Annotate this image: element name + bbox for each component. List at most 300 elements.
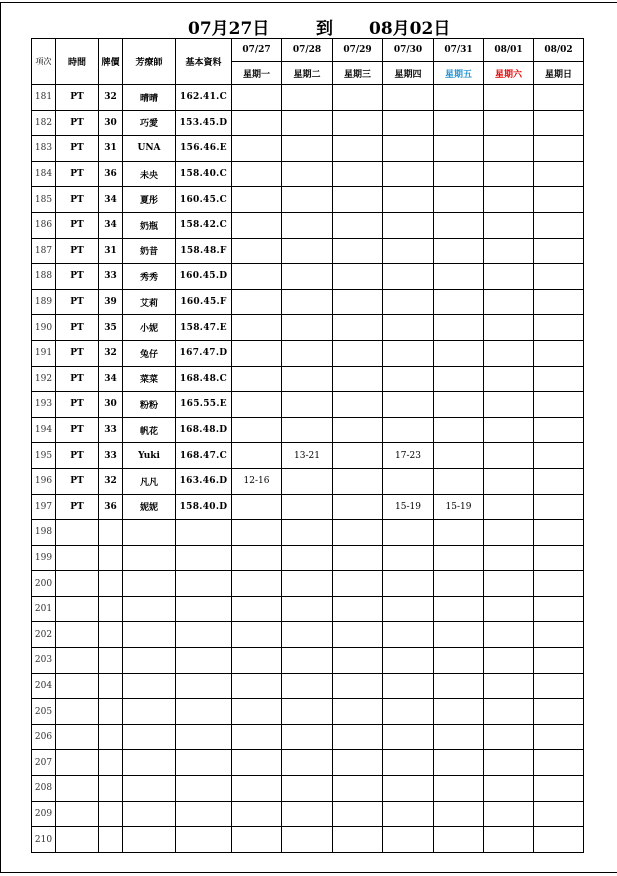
schedule-table [31,38,584,853]
table-row [32,136,584,162]
row-price: 30 [99,110,123,136]
table-row [32,520,584,546]
schedule-slot[interactable] [333,776,383,802]
therapist-name: 晴晴 [123,85,176,111]
schedule-slot[interactable] [333,212,383,238]
schedule-slot[interactable] [282,545,333,571]
schedule-slot[interactable] [434,264,484,290]
schedule-slot[interactable] [434,699,484,725]
col-price-header: 牌價 [99,39,123,85]
therapist-name [123,699,176,725]
schedule-slot[interactable]: 17-23 [383,443,434,469]
schedule-slot[interactable] [434,673,484,699]
schedule-slot[interactable] [484,750,534,776]
schedule-slot[interactable] [232,161,282,187]
schedule-slot[interactable] [534,417,584,443]
schedule-slot[interactable] [434,161,484,187]
schedule-slot[interactable] [534,315,584,341]
schedule-slot[interactable] [282,110,333,136]
table-row [32,468,584,494]
therapist-name [123,622,176,648]
therapist-name: UNA [123,136,176,162]
schedule-slot[interactable] [484,417,534,443]
row-time [56,622,99,648]
schedule-slot[interactable] [282,315,333,341]
schedule-slot[interactable] [484,596,534,622]
row-time: PT [56,366,99,392]
schedule-slot[interactable] [534,392,584,418]
schedule-slot[interactable] [534,494,584,520]
schedule-slot[interactable] [434,85,484,111]
row-price: 34 [99,187,123,213]
therapist-info: 156.46.E [176,136,232,162]
table-row [32,187,584,213]
table-row [32,827,584,853]
schedule-slot[interactable] [534,212,584,238]
schedule-slot[interactable] [282,136,333,162]
schedule-slot[interactable] [534,673,584,699]
schedule-slot[interactable]: 12-16 [232,468,282,494]
therapist-info: 158.47.E [176,315,232,341]
schedule-slot[interactable] [383,673,434,699]
schedule-slot[interactable]: 15-19 [383,494,434,520]
schedule-slot[interactable] [434,776,484,802]
schedule-slot[interactable] [333,315,383,341]
therapist-name: 妮妮 [123,494,176,520]
schedule-slot[interactable] [534,85,584,111]
schedule-slot[interactable] [534,110,584,136]
schedule-slot[interactable] [434,340,484,366]
col-info-header: 基本資料 [176,39,232,85]
schedule-slot[interactable] [534,699,584,725]
schedule-slot[interactable] [484,315,534,341]
schedule-slot[interactable] [282,827,333,853]
schedule-slot[interactable] [333,85,383,111]
schedule-slot[interactable] [333,392,383,418]
schedule-slot[interactable] [534,596,584,622]
schedule-slot[interactable] [484,648,534,674]
row-price [99,673,123,699]
schedule-slot[interactable] [333,622,383,648]
schedule-slot[interactable] [232,545,282,571]
schedule-slot[interactable]: 15-19 [434,494,484,520]
schedule-slot[interactable] [383,289,434,315]
schedule-slot[interactable] [383,161,434,187]
schedule-slot[interactable] [333,136,383,162]
schedule-slot[interactable] [282,776,333,802]
row-price: 33 [99,443,123,469]
row-number: 204 [32,673,56,699]
schedule-slot[interactable] [232,724,282,750]
schedule-slot[interactable] [434,468,484,494]
therapist-info: 162.41.C [176,85,232,111]
schedule-slot[interactable] [232,622,282,648]
schedule-slot[interactable] [534,340,584,366]
schedule-slot[interactable] [434,417,484,443]
schedule-slot[interactable] [383,212,434,238]
schedule-slot[interactable] [534,827,584,853]
schedule-slot[interactable] [534,648,584,674]
schedule-slot[interactable] [484,520,534,546]
schedule-slot[interactable] [282,571,333,597]
schedule-slot[interactable] [383,520,434,546]
row-price: 33 [99,264,123,290]
schedule-slot[interactable] [484,724,534,750]
schedule-slot[interactable] [232,315,282,341]
schedule-slot[interactable] [383,264,434,290]
schedule-slot[interactable] [282,494,333,520]
schedule-slot[interactable] [484,187,534,213]
col-therapist-header: 芳療師 [123,39,176,85]
schedule-slot[interactable] [282,520,333,546]
row-time: PT [56,392,99,418]
therapist-info: 160.45.D [176,264,232,290]
schedule-slot[interactable] [484,443,534,469]
schedule-slot[interactable] [282,289,333,315]
schedule-slot[interactable] [434,622,484,648]
row-price [99,571,123,597]
schedule-slot[interactable] [333,161,383,187]
schedule-slot[interactable] [282,724,333,750]
schedule-slot[interactable] [232,699,282,725]
schedule-slot[interactable] [484,392,534,418]
schedule-slot[interactable] [232,289,282,315]
table-row [32,699,584,725]
schedule-slot[interactable] [434,238,484,264]
row-number: 194 [32,417,56,443]
schedule-slot[interactable] [333,417,383,443]
schedule-slot[interactable] [383,545,434,571]
therapist-info: 153.45.D [176,110,232,136]
schedule-slot[interactable] [383,238,434,264]
schedule-slot[interactable] [383,699,434,725]
schedule-slot[interactable] [383,366,434,392]
row-number: 192 [32,366,56,392]
row-price [99,724,123,750]
schedule-slot[interactable] [434,545,484,571]
schedule-slot[interactable] [484,340,534,366]
schedule-slot[interactable] [333,187,383,213]
schedule-slot[interactable] [534,520,584,546]
schedule-slot[interactable] [333,673,383,699]
therapist-name: 菜菜 [123,366,176,392]
schedule-slot[interactable] [484,494,534,520]
schedule-slot[interactable] [434,750,484,776]
schedule-slot[interactable] [534,161,584,187]
table-row [32,161,584,187]
therapist-name [123,648,176,674]
row-time [56,673,99,699]
schedule-slot[interactable] [383,622,434,648]
schedule-slot[interactable] [232,110,282,136]
row-time: PT [56,187,99,213]
therapist-name: 秀秀 [123,264,176,290]
table-row [32,212,584,238]
schedule-slot[interactable] [232,673,282,699]
row-number: 182 [32,110,56,136]
therapist-name: 小妮 [123,315,176,341]
schedule-slot[interactable] [383,801,434,827]
schedule-slot[interactable] [232,776,282,802]
schedule-slot[interactable] [534,264,584,290]
therapist-info [176,776,232,802]
schedule-slot[interactable] [534,776,584,802]
schedule-slot[interactable] [333,750,383,776]
therapist-info [176,545,232,571]
table-row [32,494,584,520]
schedule-slot[interactable] [333,443,383,469]
schedule-slot[interactable] [282,699,333,725]
therapist-info [176,571,232,597]
schedule-slot[interactable] [383,392,434,418]
therapist-name [123,673,176,699]
row-price: 34 [99,212,123,238]
end-date: 08月02日 [369,19,451,39]
therapist-info: 168.48.D [176,417,232,443]
schedule-slot[interactable] [534,468,584,494]
schedule-slot[interactable] [383,596,434,622]
row-price: 30 [99,392,123,418]
schedule-slot[interactable] [534,724,584,750]
row-number: 190 [32,315,56,341]
schedule-slot[interactable] [383,648,434,674]
schedule-slot[interactable] [333,238,383,264]
day-date: 08/01 [484,39,534,62]
row-price [99,827,123,853]
schedule-slot[interactable] [333,724,383,750]
therapist-name: 奶瓶 [123,212,176,238]
schedule-slot[interactable] [434,110,484,136]
schedule-slot[interactable] [484,289,534,315]
schedule-slot[interactable] [434,520,484,546]
date-range-header [0,14,617,40]
schedule-slot[interactable] [434,136,484,162]
therapist-info [176,750,232,776]
schedule-slot[interactable] [333,801,383,827]
schedule-slot[interactable] [232,443,282,469]
schedule-slot[interactable] [282,264,333,290]
schedule-slot[interactable] [534,187,584,213]
schedule-slot[interactable] [383,315,434,341]
schedule-slot[interactable] [383,136,434,162]
row-price [99,545,123,571]
schedule-slot[interactable] [232,571,282,597]
schedule-slot[interactable] [484,468,534,494]
schedule-slot[interactable] [232,392,282,418]
table-header [32,39,584,85]
row-time [56,801,99,827]
schedule-slot[interactable] [383,571,434,597]
row-number: 198 [32,520,56,546]
therapist-info: 165.55.E [176,392,232,418]
table-row [32,596,584,622]
schedule-slot[interactable] [383,724,434,750]
schedule-slot[interactable] [232,212,282,238]
schedule-slot[interactable] [434,212,484,238]
schedule-slot[interactable] [434,289,484,315]
schedule-slot[interactable] [534,366,584,392]
schedule-slot[interactable] [232,85,282,111]
schedule-slot[interactable] [333,468,383,494]
schedule-slot[interactable] [434,315,484,341]
schedule-slot[interactable] [282,187,333,213]
schedule-slot[interactable] [484,238,534,264]
schedule-slot[interactable] [333,494,383,520]
schedule-slot[interactable] [282,622,333,648]
schedule-slot[interactable] [282,238,333,264]
schedule-slot[interactable] [434,724,484,750]
schedule-slot[interactable] [383,110,434,136]
top-border [0,2,617,3]
schedule-slot[interactable] [484,801,534,827]
therapist-info: 163.46.D [176,468,232,494]
schedule-slot[interactable] [232,827,282,853]
therapist-name: Yuki [123,443,176,469]
row-number: 189 [32,289,56,315]
schedule-slot[interactable] [484,545,534,571]
schedule-slot[interactable] [282,750,333,776]
schedule-slot[interactable] [434,648,484,674]
schedule-slot[interactable] [484,827,534,853]
schedule-slot[interactable] [282,673,333,699]
schedule-slot[interactable] [534,443,584,469]
schedule-slot[interactable] [434,392,484,418]
schedule-slot[interactable] [282,392,333,418]
schedule-slot[interactable] [383,340,434,366]
therapist-name [123,801,176,827]
row-price: 32 [99,468,123,494]
schedule-slot[interactable] [484,212,534,238]
schedule-slot[interactable] [282,212,333,238]
row-number: 201 [32,596,56,622]
schedule-slot[interactable] [484,161,534,187]
schedule-slot[interactable] [333,264,383,290]
schedule-slot[interactable] [534,750,584,776]
schedule-slot[interactable] [484,366,534,392]
schedule-slot[interactable] [534,545,584,571]
schedule-slot[interactable] [484,622,534,648]
schedule-slot[interactable] [383,468,434,494]
schedule-slot[interactable] [333,520,383,546]
schedule-slot[interactable] [282,366,333,392]
schedule-slot[interactable] [484,699,534,725]
row-price [99,520,123,546]
row-number: 183 [32,136,56,162]
schedule-slot[interactable] [534,238,584,264]
schedule-slot[interactable] [282,417,333,443]
schedule-slot[interactable] [333,827,383,853]
table-row [32,392,584,418]
schedule-slot[interactable] [333,699,383,725]
row-number: 187 [32,238,56,264]
schedule-slot[interactable] [232,750,282,776]
schedule-slot[interactable] [232,417,282,443]
row-time: PT [56,212,99,238]
schedule-slot[interactable] [333,289,383,315]
row-time [56,648,99,674]
schedule-slot[interactable] [534,801,584,827]
row-time: PT [56,468,99,494]
day-date: 07/27 [232,39,282,62]
schedule-slot[interactable] [333,340,383,366]
schedule-slot[interactable] [232,596,282,622]
schedule-slot[interactable] [333,596,383,622]
schedule-slot[interactable] [232,494,282,520]
schedule-slot[interactable] [434,443,484,469]
schedule-slot[interactable] [232,366,282,392]
row-number: 208 [32,776,56,802]
col-time-header: 時間 [56,39,99,85]
schedule-slot[interactable] [232,648,282,674]
schedule-slot[interactable] [534,289,584,315]
schedule-slot[interactable] [282,340,333,366]
row-number: 203 [32,648,56,674]
row-number: 185 [32,187,56,213]
schedule-slot[interactable] [434,801,484,827]
bottom-border [0,872,617,873]
schedule-slot[interactable]: 13-21 [282,443,333,469]
schedule-slot[interactable] [434,571,484,597]
schedule-slot[interactable] [484,136,534,162]
schedule-slot[interactable] [232,340,282,366]
day-weekday-saturday: 星期六 [484,62,534,85]
schedule-slot[interactable] [534,571,584,597]
row-price [99,648,123,674]
schedule-slot[interactable] [282,468,333,494]
schedule-slot[interactable] [434,596,484,622]
schedule-slot[interactable] [383,417,434,443]
schedule-slot[interactable] [484,85,534,111]
schedule-slot[interactable] [534,622,584,648]
schedule-slot[interactable] [333,366,383,392]
schedule-slot[interactable] [282,85,333,111]
schedule-slot[interactable] [282,801,333,827]
schedule-slot[interactable] [383,750,434,776]
therapist-info: 158.48.F [176,238,232,264]
day-weekday: 星期日 [534,62,584,85]
day-date: 07/31 [434,39,484,62]
schedule-slot[interactable] [232,187,282,213]
schedule-slot[interactable] [282,161,333,187]
schedule-slot[interactable] [333,110,383,136]
schedule-slot[interactable] [484,264,534,290]
schedule-slot[interactable] [434,366,484,392]
schedule-slot[interactable] [282,596,333,622]
schedule-slot[interactable] [282,648,333,674]
schedule-slot[interactable] [232,264,282,290]
schedule-slot[interactable] [333,545,383,571]
schedule-slot[interactable] [484,673,534,699]
schedule-slot[interactable] [383,776,434,802]
schedule-slot[interactable] [383,827,434,853]
schedule-slot[interactable] [232,520,282,546]
schedule-slot[interactable] [434,187,484,213]
row-price [99,801,123,827]
therapist-info [176,648,232,674]
schedule-slot[interactable] [333,571,383,597]
schedule-slot[interactable] [383,187,434,213]
schedule-slot[interactable] [534,136,584,162]
schedule-slot[interactable] [383,85,434,111]
schedule-slot[interactable] [333,648,383,674]
schedule-slot[interactable] [484,776,534,802]
schedule-slot[interactable] [232,801,282,827]
schedule-slot[interactable] [232,136,282,162]
schedule-slot[interactable] [434,827,484,853]
schedule-slot[interactable] [484,110,534,136]
schedule-slot[interactable] [232,238,282,264]
schedule-slot[interactable] [484,571,534,597]
